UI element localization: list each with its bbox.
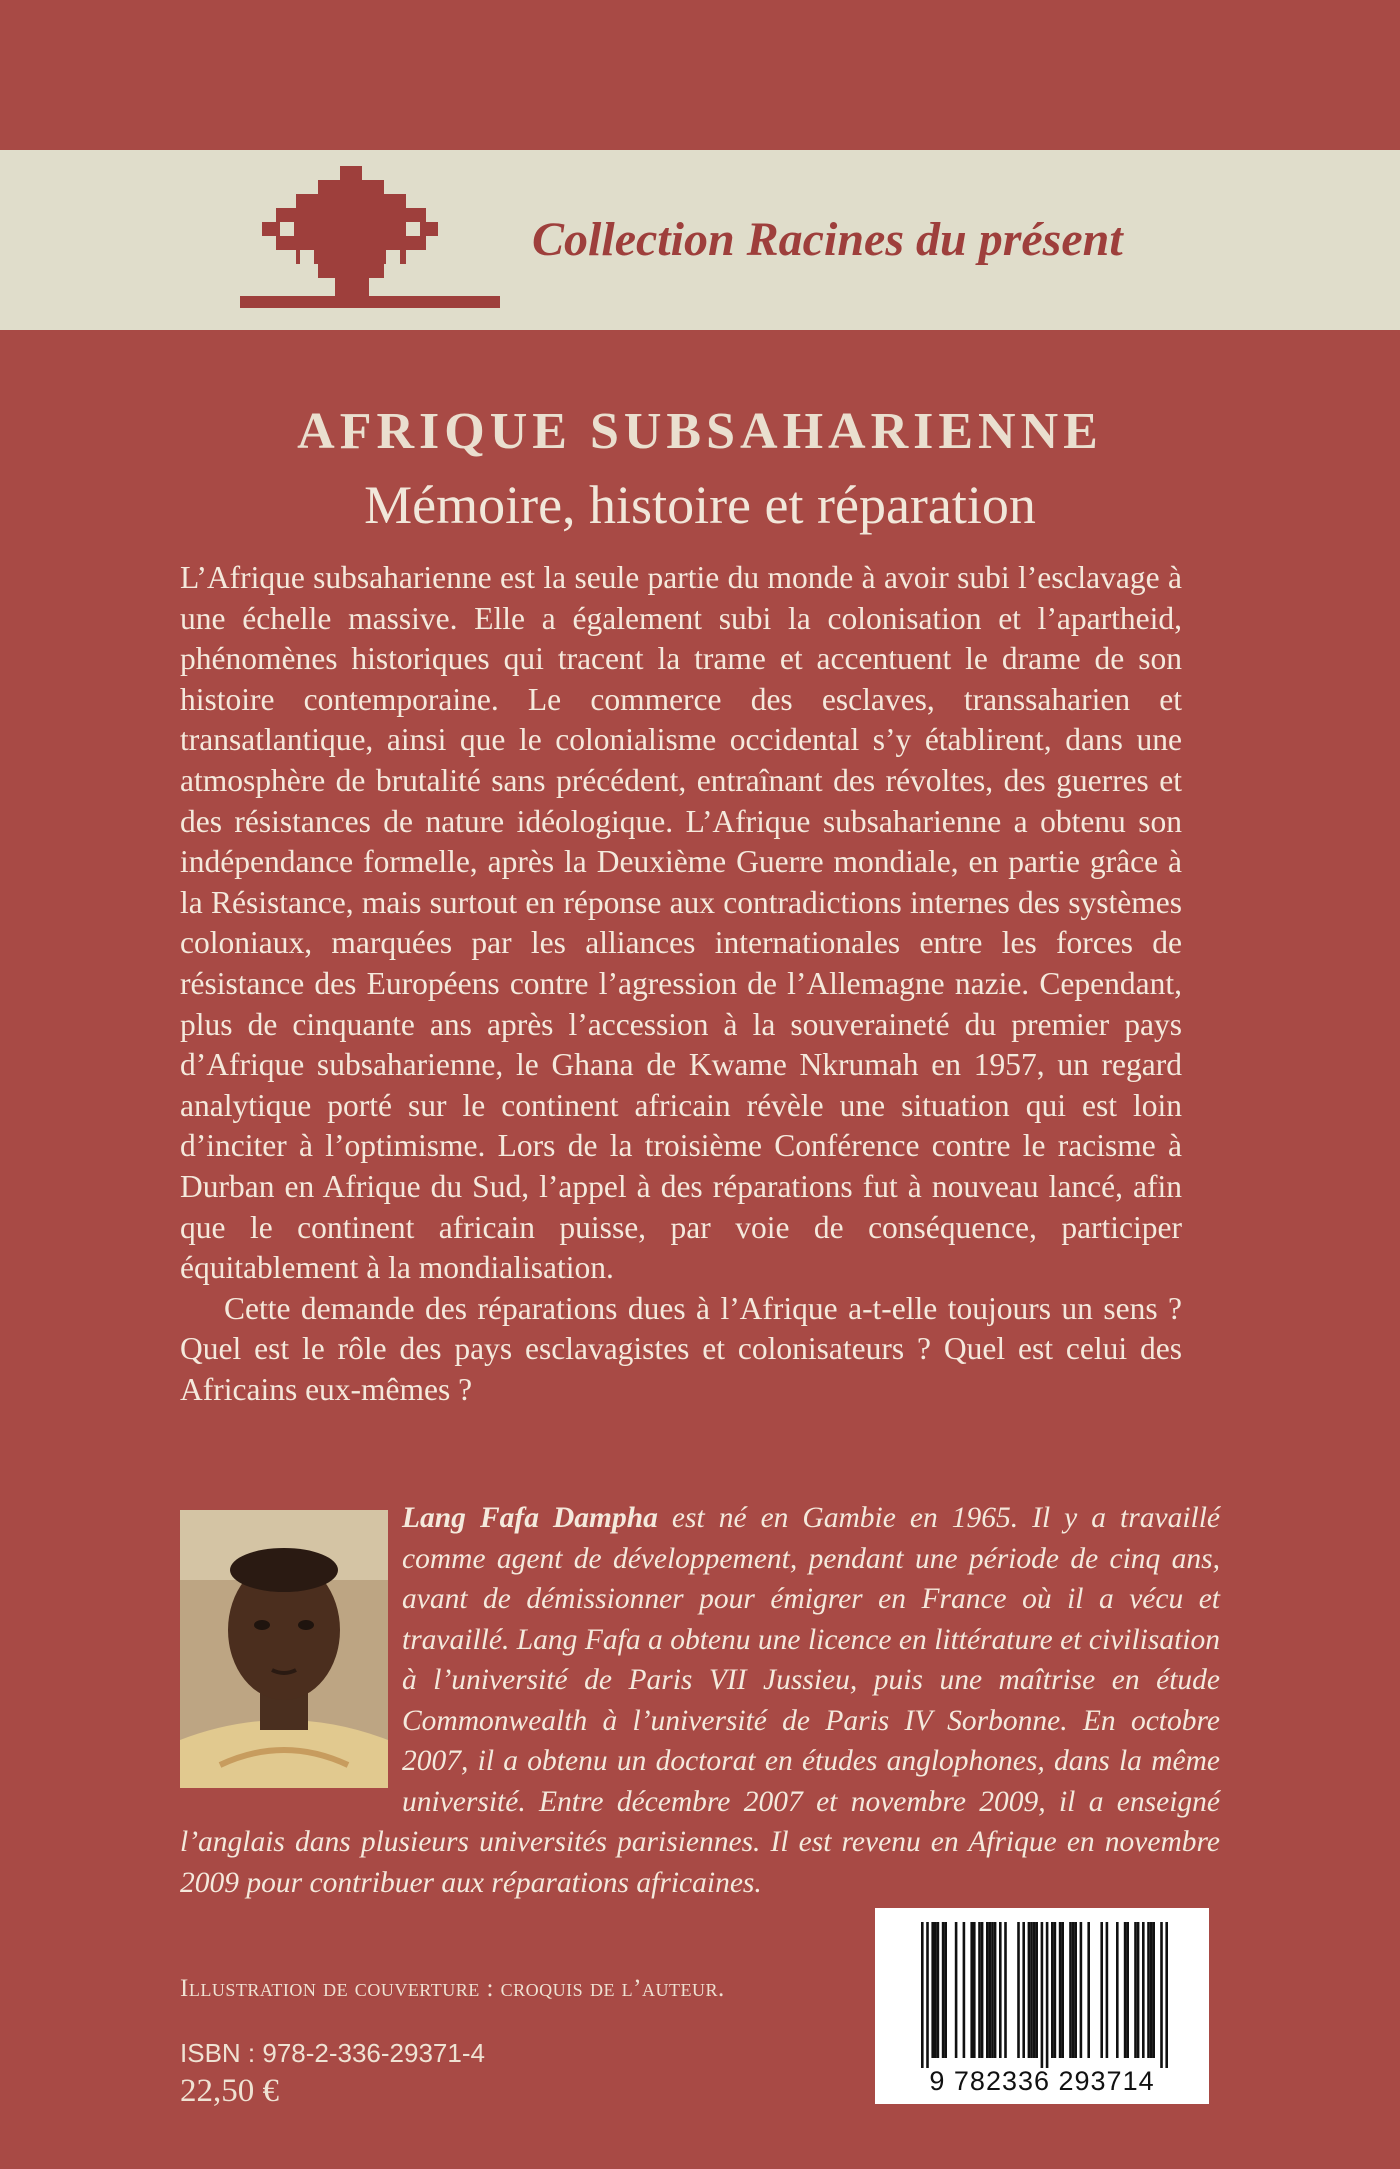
barcode-bar xyxy=(931,1922,934,2058)
barcode-bar xyxy=(1028,1922,1031,2058)
barcode-bar xyxy=(1074,1922,1077,2058)
barcode-bar xyxy=(937,1922,940,2058)
barcode-bar xyxy=(1080,1922,1083,2058)
barcode-bar xyxy=(1165,1922,1168,2068)
barcode-bar xyxy=(1137,1922,1140,2058)
barcode-bar xyxy=(1061,1922,1064,2058)
barcode-bar xyxy=(981,1922,984,2058)
barcode-number: 9 782336 293714 xyxy=(929,2066,1155,2096)
barcode-bar xyxy=(921,1922,924,2068)
barcode-bar xyxy=(1054,1922,1057,2058)
barcode-bar xyxy=(955,1922,958,2058)
barcode-bar xyxy=(934,1922,937,2058)
barcode-bar xyxy=(942,1922,945,2058)
barcode-bar xyxy=(1142,1922,1145,2058)
barcode-bar xyxy=(1152,1922,1155,2058)
barcode-bar xyxy=(1100,1922,1103,2058)
barcode-bar xyxy=(973,1922,976,2058)
barcode-bar xyxy=(1150,1922,1153,2058)
barcode-bar xyxy=(994,1922,997,2058)
barcode-bar xyxy=(1160,1922,1163,2068)
barcode-bar xyxy=(1134,1922,1137,2058)
collection-name: Collection Racines du présent xyxy=(532,213,1123,266)
barcode-bar xyxy=(1051,1922,1054,2058)
barcode-bar xyxy=(1030,1922,1033,2058)
blurb xyxy=(180,558,1182,1410)
barcode-bar xyxy=(999,1922,1002,2058)
barcode-bar xyxy=(1087,1922,1090,2058)
barcode-bar xyxy=(1116,1922,1119,2058)
author-bio-text: est né en Gambie en 1965. Il y a travaillé comme agent de développement, pendant une période de cinq ans, avant de démissionner pour émigrer en France où il a vécu et travaillé. Lang Fafa a obtenu une licence en littérature et civilisation à l’université de Paris VII Jussieu, puis une maîtrise en étude Commonwealth à l’université de Paris IV Sorbonne. En octobre 2007, il a obtenu un doctorat en études anglophones, dans la même université. Entre décembre 2007 et novembre 2009, il a enseigné l’anglais dans plusieurs universités parisiennes. Il est revenu en Afrique en novembre 2009 pour contribuer aux réparations africaines. xyxy=(180,1502,1220,1899)
barcode-bar xyxy=(991,1922,994,2058)
blurb-paragraph: Cette demande des réparations dues à l’Afrique a-t-elle toujours un sens ? Quel est le rôle des pays esclavagistes et colonisateurs ? Quel est celui des Africains eux-mêmes ? xyxy=(180,1290,1182,1407)
barcode-bar xyxy=(944,1922,947,2058)
author-photo xyxy=(180,1510,388,1788)
barcode-bar xyxy=(1004,1922,1007,2058)
barcode-bar xyxy=(1022,1922,1025,2058)
barcode-bar xyxy=(1147,1922,1150,2058)
price: 22,50 € xyxy=(180,2073,279,2109)
book-subtitle: Mémoire, histoire et réparation xyxy=(364,475,1036,535)
barcode-bar xyxy=(978,1922,981,2058)
barcode-bar xyxy=(1059,1922,1062,2058)
barcode-bar xyxy=(1035,1922,1038,2058)
blurb-paragraph: L’Afrique subsaharienne est la seule partie du monde à avoir subi l’esclavage à une échelle massive. Elle a également subi la colonisation et l’apartheid, phénomènes historiques qui tracent la trame et accentuent le drame de son histoire contemporaine. Le commerce des esclaves, transsaharien et transatlantique, ainsi que le colonialisme occidental s’y établirent, dans une atmosphère de brutalité sans précédent, entraînant des révoltes, des guerres et des résistances de nature idéologique. L’Afrique subsaharienne a obtenu son indépendance formelle, après la Deuxième Guerre mondiale, en partie grâce à la Résistance, mais surtout en réponse aux contradictions internes des systèmes coloniaux, marquées par les alliances internationales entre les forces de résistance des Européens contre l’agression de l’Allemagne nazie. Cependant, plus de cinquante ans après l’accession à la souveraineté du premier pays d’Afrique subsaharienne, le Ghana de Kwame Nkrumah en 1957, un regard analytique porté sur le continent africain révèle une situation qui est loin d’inciter à l’optimisme. Lors de la troisième Conférence contre le racisme à Durban en Afrique du Sud, l’appel à des réparations fut à nouveau lancé, afin que le continent africain puisse, par voie de conséquence, participer équitablement à la mondialisation. xyxy=(180,560,1182,1286)
barcode-bar xyxy=(1017,1922,1020,2058)
barcode-bar xyxy=(989,1922,992,2058)
author-name: Lang Fafa Dampha xyxy=(402,1502,658,1534)
illustration-credit: Illustration de couverture : croquis de l’auteur. xyxy=(180,1975,725,2002)
barcode xyxy=(875,1908,1209,2104)
barcode-bar xyxy=(1072,1922,1075,2058)
barcode-bar xyxy=(1124,1922,1127,2058)
barcode-bar xyxy=(1033,1922,1036,2058)
barcode-bar xyxy=(970,1922,973,2058)
barcode-bar xyxy=(1126,1922,1129,2058)
barcode-bar xyxy=(986,1922,989,2058)
barcode-bar xyxy=(1046,1922,1049,2068)
tree-logo-icon xyxy=(240,162,500,314)
barcode-bar xyxy=(1041,1922,1044,2068)
barcode-bar xyxy=(1069,1922,1072,2058)
barcode-bar xyxy=(926,1922,929,2068)
isbn: ISBN : 978-2-336-29371-4 xyxy=(180,2038,485,2068)
book-title: AFRIQUE SUBSAHARIENNE xyxy=(297,403,1103,460)
barcode-bar xyxy=(963,1922,966,2058)
barcode-bar xyxy=(1106,1922,1109,2058)
